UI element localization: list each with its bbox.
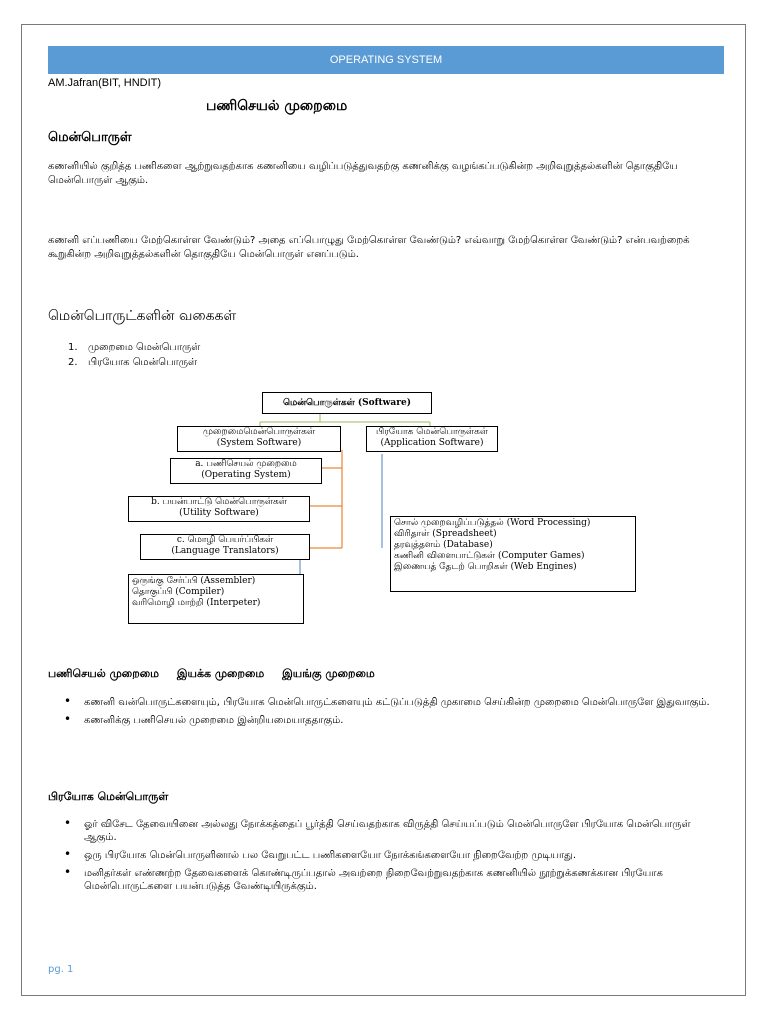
diagram-translator-list [128, 574, 304, 624]
application-software-bullets [64, 818, 714, 898]
paragraph-software-explanation: கணனி எப்பணியை மேற்கொள்ள வேண்டும்? அதை எப்பொழுது மேற்கொள்ள வேண்டும்? எவ்வாறு மேற்கொள்ள வேண்டும்? என்பவற்றைக் கூறுகின்ற அறிவுறுத்தல்களின் தொகுதியே மென்பொருள் எனப்படும். [48, 235, 690, 260]
translator-item: தொகுப்பி (Compiler) [132, 587, 225, 597]
software-classification-diagram [120, 388, 640, 628]
header-bar [48, 46, 724, 74]
list-item: • ஓர் விசேட தேவையினை அல்லது நோக்கத்தைப் பூர்த்தி செய்வதற்காக விருத்தி செய்யப்படும் மென்பொருளே பிரயோக மென்பொருள் ஆகும். [64, 818, 714, 844]
application-item: தரவுத்தளம் (Database) [394, 540, 493, 550]
diagram-application-software: பிரயோக மென்பொருள்கள் (Application Software) [366, 426, 498, 452]
list-item: • ஒரு பிரயோக மென்பொருளினால் பல வேறுபட்ட பணிகளையோ நோக்கங்களையோ நிறைவேற்ற முடியாது. [64, 849, 714, 862]
translator-item: வரிமொழி மாற்றி (Interpeter) [132, 598, 261, 608]
list-item: 1. முறைமை மென்பொருள் [68, 342, 201, 353]
paragraph-software-definition: கணனியில் குறித்த பணிகளை ஆற்றுவதற்காக கணனியை வழிப்படுத்துவதற்கு கணனிக்கு வழங்கப்படுகின்ற அறிவுறுத்தல்களின் தொகுதியே மென்பொருள் ஆகும். [48, 161, 678, 186]
list-item: • மனிதர்கள் எண்ணற்ற தேவைகளைக் கொண்டிருப்பதால் அவற்றை நிறைவேற்றுவதற்காக கணனியில் நூற்றுக்கணக்கான பிரயோக மென்பொருட்களை பயன்படுத்த வேண்டியிருக்கும். [64, 867, 714, 893]
software-types-list [68, 340, 200, 370]
diagram-application-list [390, 516, 636, 592]
section-heading-application-software: பிரயோக மென்பொருள் [48, 790, 169, 803]
header-title: OPERATING SYSTEM [329, 54, 443, 66]
application-item: சொல் முறைவழிப்படுத்தல் (Word Processing) [394, 518, 591, 528]
diagram-system-software: முறைமைமென்பொருள்கள் (System Software) [177, 426, 341, 452]
application-item: இணையத் தேடற் பொறிகள் (Web Engines) [394, 562, 577, 572]
diagram-utility-software: b. பயன்பாட்டு மென்பொருள்கள் (Utility Software) [128, 496, 310, 522]
diagram-root-software: மென்பொருள்கள் (Software) [262, 392, 432, 414]
list-item: • கணனிக்கு பணிசெயல் முறைமை இன்றியமையாததாகும். [64, 714, 714, 727]
list-item: • கணனி வன்பொருட்களையும், பிரயோக மென்பொருட்களையும் கட்டுப்படுத்தி முகாமை செய்கின்ற முறைமை மென்பொருளே இதுவாகும். [64, 696, 714, 709]
section-heading-software: மென்பொருள் [48, 130, 132, 145]
author-line: AM.Jafran(BIT, HNDIT) [48, 77, 162, 89]
application-item: விரிதாள் (Spreadsheet) [394, 529, 497, 539]
application-item: கணினி விளையாட்டுகள் (Computer Games) [394, 551, 585, 561]
translator-item: ஒருங்கு சேர்ப்பி (Assembler) [132, 576, 256, 586]
section-heading-operating-system: பணிசெயல் முறைமை இயக்க முறைமை இயங்கு முறைமை [48, 667, 375, 680]
operating-system-bullets [64, 696, 714, 732]
diagram-operating-system: a. பணிசெயல் முறைமை (Operating System) [170, 458, 322, 484]
section-heading-software-types: மென்பொருட்களின் வகைகள் [48, 308, 237, 324]
page-number: pg. 1 [48, 964, 74, 975]
document-title: பணிசெயல் முறைமை [206, 98, 348, 114]
diagram-language-translators: c. மொழி பெயர்ப்பிகள் (Language Translators) [140, 534, 310, 560]
list-item: 2. பிரயோக மென்பொருள் [68, 357, 198, 368]
